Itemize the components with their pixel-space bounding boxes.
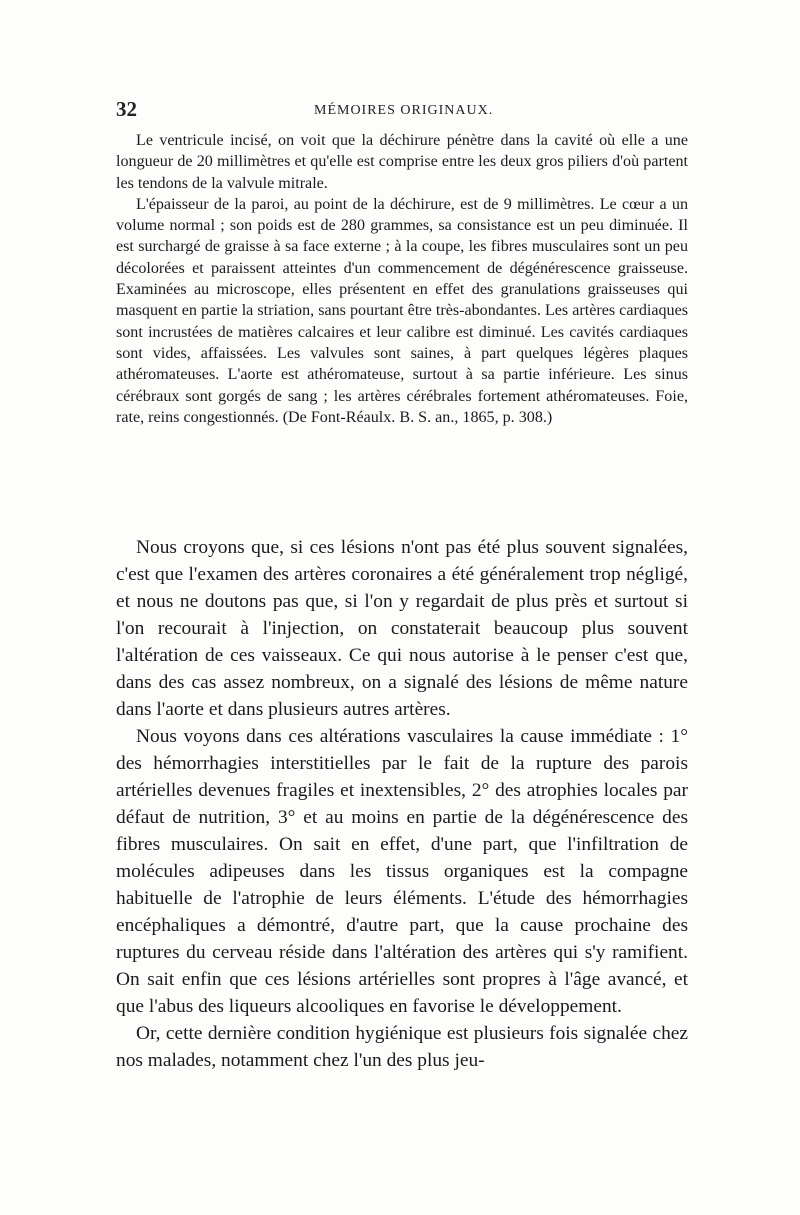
observation-paragraph: Le ventricule incisé, on voit que la déchirure pénètre dans la cavité où elle a une longueur de 20 millimètres et qu'elle est comprise entre les deux gros piliers d'où partent les tendons de la valvule mitrale.	[116, 132, 688, 192]
running-title: MÉMOIRES ORIGINAUX.	[314, 103, 494, 118]
main-text	[116, 534, 688, 1074]
observation-paragraph: L'épaisseur de la paroi, au point de la déchirure, est de 9 millimètres. Le cœur a un volume normal ; son poids est de 280 grammes, sa consistance est un peu diminuée. Il est surchargé de graisse à sa face externe ; à la coupe, les fibres musculaires sont un peu décolorées et paraissent atteintes d'un commencement de dégénérescence graisseuse. Examinées au microscope, elles présentent en effet des granulations graisseuses qui masquent en partie la striation, sans pourtant être très-abondantes. Les artères cardiaques sont incrustées de matières calcaires et leur calibre est diminué. Les cavités cardiaques sont vides, affaissées. Les valvules sont saines, à part quelques légères plaques athéromateuses. L'aorte est athéromateuse, surtout à sa partie inférieure. Les sinus cérébraux sont gorgés de sang ; les artères cérébrales fortement athéromateuses. Foie, rate, reins congestionnés. (De Font-Réaulx. B. S. an., 1865, p. 308.)	[116, 195, 688, 426]
page-header	[116, 97, 688, 121]
case-observation	[116, 130, 688, 428]
body-paragraph: Nous voyons dans ces altérations vasculaires la cause immédiate : 1° des hémorrhagies interstitielles par le fait de la rupture des parois artérielles devenues fragiles et inextensibles, 2° des atrophies locales par défaut de nutrition, 3° et au moins en partie de la dégénérescence des fibres musculaires. On sait en effet, d'une part, que l'infiltration de molécules adipeuses dans les tissus organiques est la compagne habituelle de l'atrophie de leurs éléments. L'étude des hémorrhagies encéphaliques a démontré, d'autre part, que la cause prochaine des ruptures du cerveau réside dans l'altération des artères qui s'y ramifient. On sait enfin que ces lésions artérielles sont propres à l'âge avancé, et que l'abus des liqueurs alcooliques en favorise le développement.	[116, 726, 688, 1017]
body-paragraph: Nous croyons que, si ces lésions n'ont pas été plus souvent signalées, c'est que l'examen des artères coronaires a été généralement trop négligé, et nous ne doutons pas que, si l'on y regardait de plus près et surtout si l'on recourait à l'injection, on constaterait beaucoup plus souvent l'altération de ces vaisseaux. Ce qui nous autorise à le penser c'est que, dans des cas assez nombreux, on a signalé des lésions de même nature dans l'aorte et dans plusieurs autres artères.	[116, 537, 688, 720]
page-number: 32	[116, 97, 137, 121]
body-paragraph: Or, cette dernière condition hygiénique est plusieurs fois signalée chez nos malades, notamment chez l'un des plus jeu-	[116, 1023, 688, 1071]
